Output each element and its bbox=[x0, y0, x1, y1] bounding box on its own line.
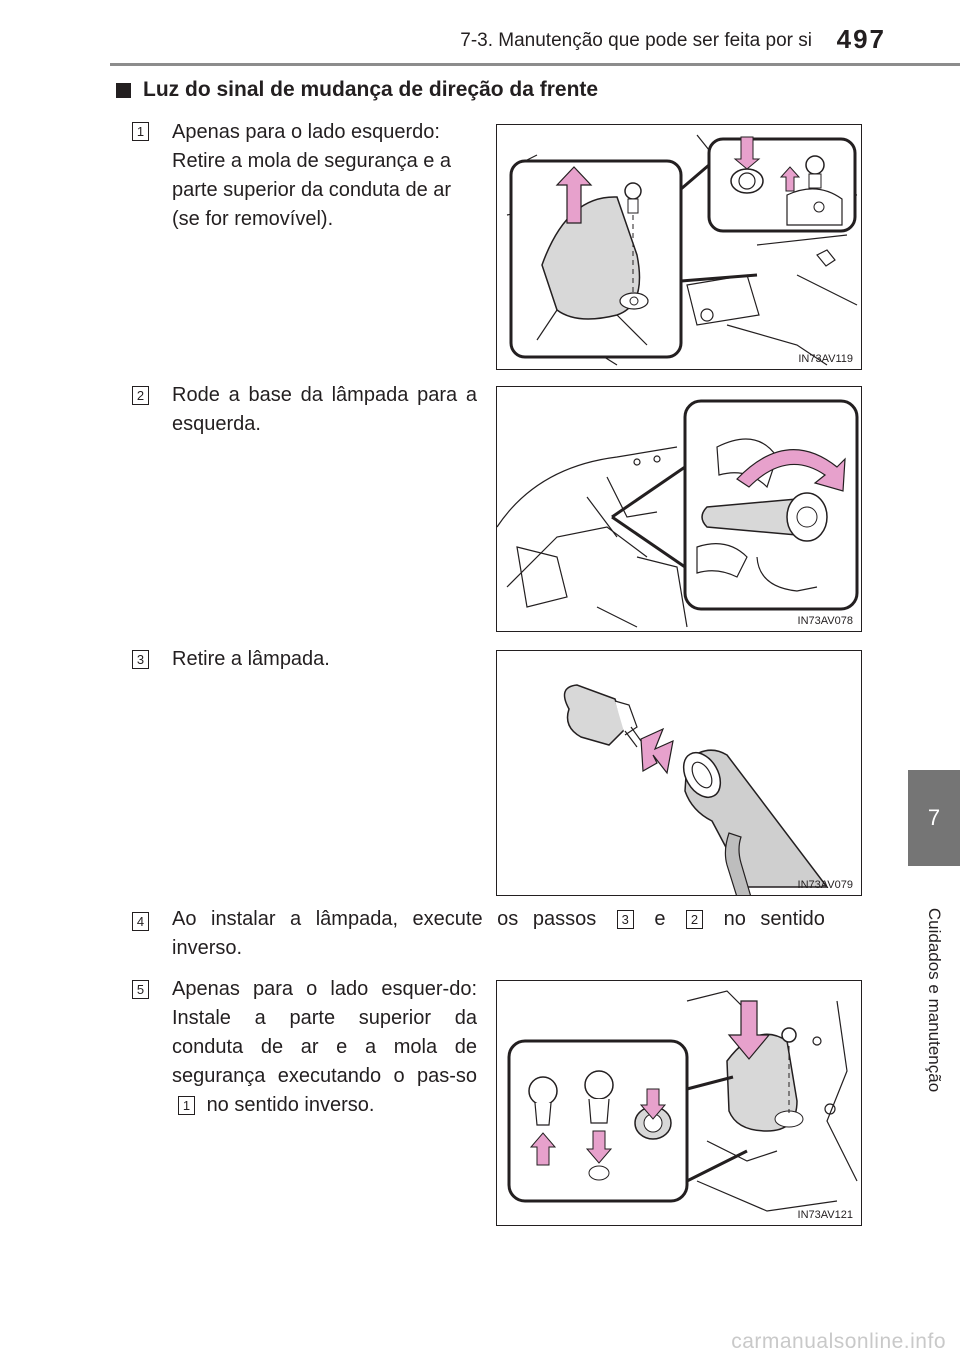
step-1-text: Apenas para o lado esquerdo: Retire a mola de segurança e a parte superior da conduta de ar (se for removível). bbox=[172, 121, 452, 230]
step-4-text-a: Ao instalar a lâmpada, execute os passos bbox=[172, 908, 597, 930]
square-bullet-icon bbox=[116, 83, 131, 98]
step-number-4: 4 bbox=[132, 912, 149, 931]
figure-step-1 bbox=[496, 124, 862, 370]
step-ref-2: 2 bbox=[686, 910, 703, 929]
step-3-text: Retire a lâmpada. bbox=[172, 648, 330, 670]
page-number: 497 bbox=[836, 24, 886, 54]
air-duct-clip-illustration bbox=[497, 125, 862, 370]
step-2-text: Rode a base da lâmpada para a esquerda. bbox=[172, 384, 477, 435]
figure-step-5 bbox=[496, 980, 862, 1226]
section-title-text: Luz do sinal de mudança de direção da frente bbox=[143, 78, 599, 101]
step-number-2: 2 bbox=[132, 386, 149, 405]
step-number-1: 1 bbox=[132, 122, 149, 141]
figure-step-3 bbox=[496, 650, 862, 896]
header-section-title: 7-3. Manutenção que pode ser feita por si bbox=[460, 30, 812, 51]
chapter-label: Cuidados e manutenção bbox=[925, 907, 944, 1093]
watermark: carmanualsonline.info bbox=[731, 1330, 946, 1353]
step-5-text bbox=[172, 975, 477, 1120]
step-number-3: 3 bbox=[132, 650, 149, 669]
figure-step-2 bbox=[496, 386, 862, 632]
step-4-text-c: no sentido inverso. bbox=[172, 908, 825, 959]
chapter-tab bbox=[908, 770, 960, 866]
air-duct-install-illustration bbox=[497, 981, 862, 1226]
figure-code: IN73AV121 bbox=[797, 1209, 853, 1221]
step-4-text-b: e bbox=[654, 908, 666, 930]
header-rule bbox=[110, 63, 960, 66]
bulb-removal-illustration bbox=[497, 651, 862, 896]
step-4-text bbox=[172, 905, 862, 963]
step-number-5: 5 bbox=[132, 980, 149, 999]
bulb-base-rotate-illustration bbox=[497, 387, 862, 632]
chapter-number: 7 bbox=[927, 805, 941, 830]
step-ref-3: 3 bbox=[617, 910, 634, 929]
step-5-text-a: Apenas para o lado esquer-do: Instale a parte superior da conduta de ar e a mola de segurança executando o pas-so bbox=[172, 978, 477, 1087]
page-header bbox=[0, 0, 960, 62]
figure-code: IN73AV079 bbox=[797, 879, 853, 891]
figure-code: IN73AV078 bbox=[797, 615, 853, 627]
figure-code: IN73AV119 bbox=[798, 353, 853, 365]
section-title bbox=[116, 78, 598, 102]
step-ref-1: 1 bbox=[178, 1096, 195, 1115]
step-5-text-b: no sentido inverso. bbox=[206, 1094, 375, 1116]
